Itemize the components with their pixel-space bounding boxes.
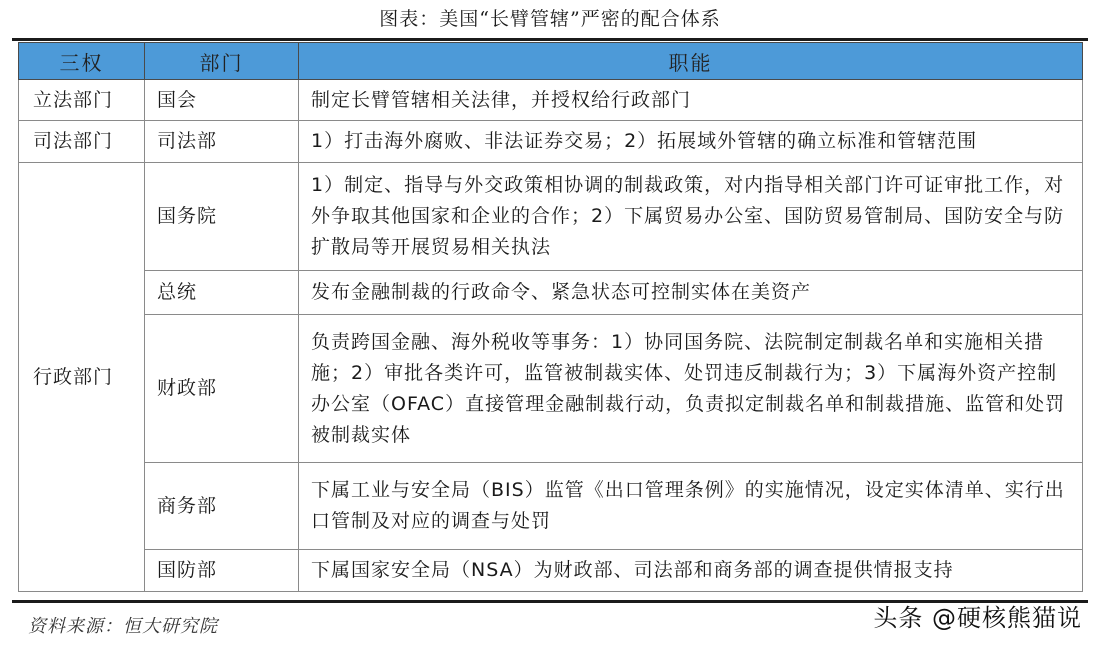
top-rule bbox=[12, 38, 1088, 41]
dept-cell: 商务部 bbox=[145, 463, 299, 550]
function-cell: 下属工业与安全局（BIS）监管《出口管理条例》的实施情况，设定实体清单、实行出口管制及对应的调查与处罚 bbox=[299, 463, 1083, 550]
header-row bbox=[19, 43, 1083, 80]
function-cell: 发布金融制裁的行政命令、紧急状态可控制实体在美资产 bbox=[299, 271, 1083, 315]
table-row bbox=[19, 315, 1083, 463]
table-row bbox=[19, 121, 1083, 163]
function-cell: 下属国家安全局（NSA）为财政部、司法部和商务部的调查提供情报支持 bbox=[299, 550, 1083, 592]
function-cell: 1）打击海外腐败、非法证券交易；2）拓展域外管辖的确立标准和管辖范围 bbox=[299, 121, 1083, 163]
functions-table bbox=[18, 42, 1083, 592]
table-row bbox=[19, 463, 1083, 550]
branch-cell: 行政部门 bbox=[19, 163, 145, 592]
header-function: 职能 bbox=[299, 43, 1083, 80]
table-row bbox=[19, 271, 1083, 315]
figure-title: 图表：美国“长臂管辖”严密的配合体系 bbox=[379, 8, 721, 30]
function-cell: 1）制定、指导与外交政策相协调的制裁政策，对内指导相关部门许可证审批工作，对外争取其他国家和企业的合作；2）下属贸易办公室、国防贸易管制局、国防安全与防扩散局等开展贸易相关执法 bbox=[299, 163, 1083, 271]
branch-cell: 立法部门 bbox=[19, 80, 145, 121]
branch-cell: 司法部门 bbox=[19, 121, 145, 163]
table-row bbox=[19, 163, 1083, 271]
header-dept: 部门 bbox=[145, 43, 299, 80]
function-cell: 制定长臂管辖相关法律，并授权给行政部门 bbox=[299, 80, 1083, 121]
dept-cell: 财政部 bbox=[145, 315, 299, 463]
dept-cell: 国会 bbox=[145, 80, 299, 121]
header-branch: 三权 bbox=[19, 43, 145, 80]
dept-cell: 国务院 bbox=[145, 163, 299, 271]
dept-cell: 国防部 bbox=[145, 550, 299, 592]
source-note: 资料来源：恒大研究院 bbox=[28, 616, 218, 637]
dept-cell: 总统 bbox=[145, 271, 299, 315]
function-cell: 负责跨国金融、海外税收等事务：1）协同国务院、法院制定制裁名单和实施相关措施；2）审批各类许可，监管被制裁实体、处罚违反制裁行为；3）下属海外资产控制办公室（OFAC）直接管理金融制裁行动，负责拟定制裁名单和制裁措施、监管和处罚被制裁实体 bbox=[299, 315, 1083, 463]
table-row bbox=[19, 80, 1083, 121]
table-row bbox=[19, 550, 1083, 592]
dept-cell: 司法部 bbox=[145, 121, 299, 163]
watermark-text: 头条 @硬核熊猫说 bbox=[873, 604, 1082, 632]
